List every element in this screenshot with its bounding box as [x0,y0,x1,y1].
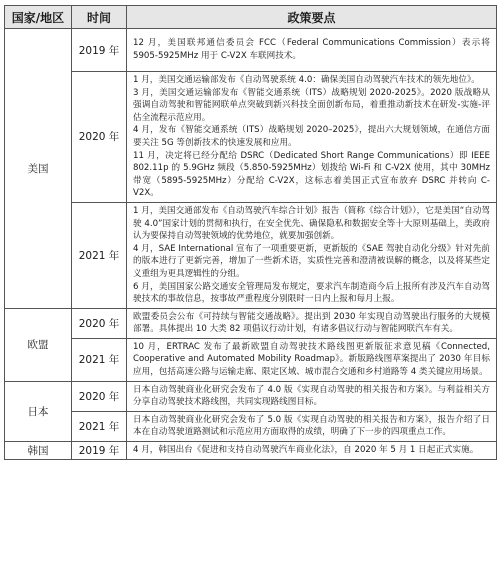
policy-cell [127,72,497,203]
table-row [5,72,497,203]
policy-paragraph: 日本自动驾驶商业化研究会发布了 4.0 版《实现自动驾驶的相关报告和方案》。与利益相关方分享自动驾驶技术路线图，共同实现路线图目标。 [133,384,490,408]
policy-paragraph: 3 月，美国交通运输部发布《智能交通系统（ITS）战略规划 2020-2025》。2020 版战略从强调自动驾驶和智能网联单点突破到新兴科技全面创新布局，着重推动新技术在研发-实施-评估全流程示范应用。 [133,87,490,123]
policy-cell [127,308,497,338]
policy-cell [127,338,497,381]
policy-paragraph: 4 月，发布《智能交通系统（ITS）战略规划 2020–2025》，提出六大规划领域，在通信方面要关注 5G 等创新技术的快速发展和应用。 [133,125,490,148]
table-row [5,308,497,338]
table-row [5,29,497,72]
header-time: 时间 [72,6,127,29]
table-row [5,381,497,411]
table-row [5,202,497,308]
policy-paragraph: 10 月，ERTRAC 发布了最新欧盟自动驾驶技术路线图更新版征求意见稿《Connected, Cooperative and Automated Mobility Roadmap》。新版路线图草案提出了 2030 年目标应用，包括高速公路与运输走廊、限定区域、城市混合交通和乡村道路等 4 类关键应用场景。 [133,341,490,378]
region-cell: 日本 [5,381,72,441]
year-cell: 2021 年 [72,202,127,308]
header-region: 国家/地区 [5,6,72,29]
policy-paragraph: 12 月，美国联邦通信委员会 FCC（Federal Communications Commission）表示将 5905-5925MHz 用于 C-V2X 车联网技术。 [133,38,490,61]
policy-paragraph: 1 月，美国交通部发布《自动驾驶汽车综合计划》报告（简称《综合计划》），它是美国“自动驾驶 4.0”国家计划的贯彻和执行，在安全优先、确保隐私和数据安全等十大原则基础上，美政府认为要保持自动驾驶领域的优势地位，就要加强创新。 [133,205,490,242]
policy-cell [127,381,497,411]
year-cell: 2020 年 [72,381,127,411]
year-cell: 2021 年 [72,338,127,381]
policy-cell [127,442,497,460]
table-row [5,338,497,381]
year-cell: 2019 年 [72,29,127,72]
policy-cell [127,202,497,308]
policy-paragraph: 4 月，韩国出台《促进和支持自动驾驶汽车商业化法》，自 2020 年 5 月 1 日起正式实施。 [133,445,479,456]
region-cell: 欧盟 [5,308,72,381]
year-cell: 2020 年 [72,72,127,203]
header-row [5,6,497,29]
year-cell: 2019 年 [72,442,127,460]
policy-cell [127,411,497,441]
policy-paragraph: 欧盟委员会公布《可持续与智能交通战略》。提出到 2030 年实现自动驾驶出行服务的大规模部署。具体提出 10 大类 82 项倡议行动计划，有诸多倡议行动与智能网联汽车有关。 [133,311,490,335]
policy-paragraph: 1 月，美国交通运输部发布《自动驾驶系统 4.0：确保美国自动驾驶汽车技术的领先地位》。 [133,75,480,85]
region-cell: 韩国 [5,442,72,460]
policy-cell [127,29,497,72]
policy-paragraph: 11 月，决定将已经分配给 DSRC（Dedicated Short Range Communications）即 IEEE 802.11p 的 5.9GHz 频段（5.850-5925MHz）划拨给 Wi-Fi 和 C-V2X 使用，其中 30MHz 带宽（5895-5925MHz）分配给 C-V2X，这标志着美国正式宣布放弃 DSRC 并转向 C-V2X。 [133,150,490,199]
year-cell: 2021 年 [72,411,127,441]
table-row [5,411,497,441]
policy-paragraph: 6 月，美国国家公路交通安全管理局发布规定，要求汽车制造商今后上报所有涉及汽车自动驾驶技术的事故信息，按事故严重程度分别限时一日内上报和每月上报。 [133,281,490,305]
policy-table [4,5,497,460]
header-policy: 政策要点 [127,6,497,29]
policy-paragraph: 日本自动驾驶商业化研究会发布了 5.0 版《实现自动驾驶的相关报告和方案》，报告介绍了日本在自动驾驶道路测试和示范应用方面取得的成绩，明确了下一步的四项重点工作。 [133,414,490,438]
year-cell: 2020 年 [72,308,127,338]
policy-paragraph: 4 月，SAE International 宣布了一项重要更新，更新版的《SAE 驾驶自动化分级》针对先前的版本进行了更新完善，增加了一些新术语，实质性完善和澄清被误解的概念，以及将某些定义重组为更具逻辑性的分组。 [133,243,490,279]
region-cell: 美国 [5,29,72,309]
table-row [5,442,497,460]
